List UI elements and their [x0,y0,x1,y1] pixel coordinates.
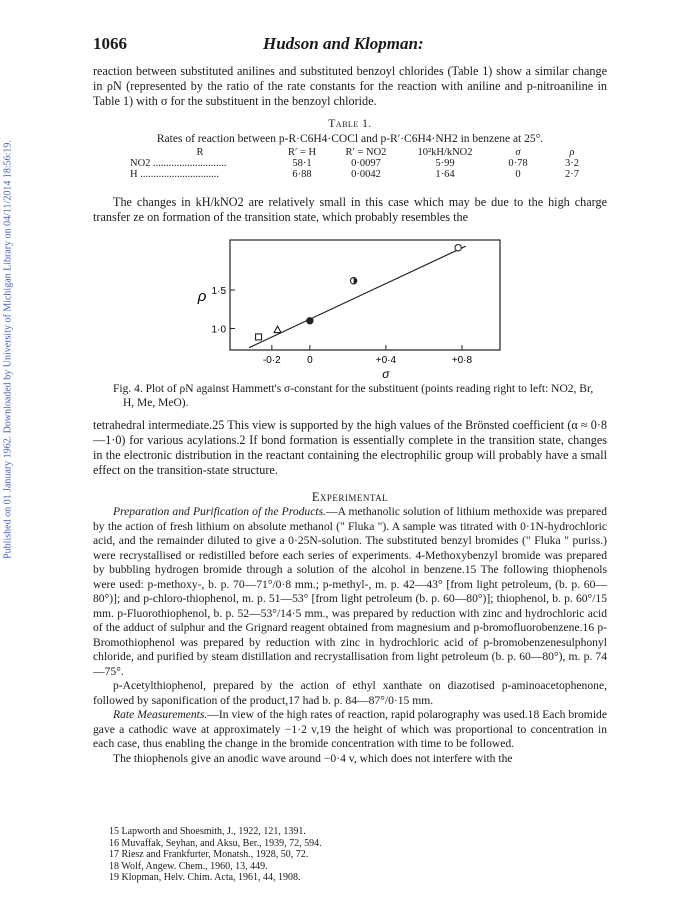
plot-axes [230,240,500,350]
point-open-square [256,334,262,340]
table-cell: 0 [515,169,521,180]
reference-item: 15 Lapworth and Shoesmith, J., 1922, 121, 1391. [109,826,306,837]
x-tick-label: 0 [307,355,313,366]
prep-heading: Preparation and Purification of the Products. [113,505,326,518]
table-row [126,158,596,169]
thiophenol-paragraph: The thiophenols give an anodic wave around −0·4 v, which does not interfere with the [113,751,513,765]
page-header [93,34,607,56]
paragraph-3 [93,418,607,478]
col-header: 10²kH/kNO2 [417,147,473,158]
download-watermark [2,120,14,580]
figure-caption-block [93,382,607,410]
plot-frame [230,240,500,350]
table-cell: 58·1 [292,158,312,169]
x-tick-label: -0·2 [262,355,281,366]
y-axis-label: ρ [197,288,207,305]
col-header: ρ [569,147,575,158]
prep-paragraph [93,505,607,679]
col-header: R [196,147,204,158]
table-label: Table 1. [328,118,372,130]
references [93,826,607,884]
col-header: σ [515,147,521,158]
table-cell: 3·2 [565,158,579,169]
rate-text: —In view of the high rates of reaction, rapid polarography was used.18 Each bromide gave a cathodic wave at approximately −1·2 v,19 the height of which was proportional to concentration in each case, thus enabling the change in the bromide concentration with time to be followed. [93,708,607,750]
reference-item: 16 Muvaffak, Seyhan, and Aksu, Ber., 1939, 72, 594. [109,837,322,849]
point-open-circle [455,244,461,250]
paragraph-2 [93,195,607,225]
table-cell: H .............................. [130,169,219,180]
experimental-heading: Experimental [311,490,389,504]
table-title: Rates of reaction between p-R·C6H4·COCl and p-R′·C6H4·NH2 in benzene at 25°. [156,133,544,145]
page-number: 1066 [93,34,127,53]
x-axis-label: σ [382,367,390,381]
para-2-text: The changes in kH/kNO2 are relatively small in this case which may be due to the high charge transfer ze on formation of the transition state, which probably resembles the [93,195,607,224]
table-cell: 1·64 [435,169,455,180]
plot-ticks [197,286,473,381]
table-header-row [126,147,596,158]
table-cell: 0·78 [508,158,528,169]
table-cell: 0·0042 [351,169,381,180]
running-head: Hudson and Klopman: [263,34,424,53]
rate-heading: Rate Measurements. [113,708,208,721]
y-tick-label: 1·0 [211,324,226,336]
rates-table [126,147,596,180]
table-cell: 0·0097 [351,158,381,169]
x-tick-label: +0·4 [375,355,397,366]
point-open-triangle [274,326,281,332]
reference-item: 17 Riesz and Frankfurter, Monatsh., 1928, 50, 72. [109,849,309,860]
experimental-section [93,490,607,766]
download-note: Published on 01 January 1962. Downloaded by University of Michigan Library on 04/11/2014 18:56:19. [2,140,14,559]
table-cell: 2·7 [565,169,579,180]
table-cell: 5·99 [435,158,455,169]
reference-item: 19 Klopman, Helv. Chim. Acta, 1961, 44, 1908. [109,872,301,883]
point-filled-circle [307,318,313,324]
table-row [126,169,596,180]
para-3-text: tetrahedral intermediate.25 This view is supported by the high values of the Brönsted coefficient (α ≈ 0·8—1·0) for various acylations.2 If bond formation is essentially complete in the transition state, changes in the electronic distribution in the reactant containing the electrophilic group will probably have a small effect on the transition-state structure. [93,418,607,477]
intro-text: reaction between substituted anilines and substituted benzoyl chlorides (Table 1) show a similar change in ρN (represented by the ratio of the rate constants for the reaction with aniline and p-nitroaniline in Table 1) with σ for the substituent in the benzoyl chloride. [93,64,607,108]
intro-paragraph [93,64,607,109]
reference-item: 18 Wolf, Angew. Chem., 1960, 13, 449. [109,860,268,872]
acetyl-paragraph: p-Acetylthiophenol, prepared by the action of ethyl xanthate on diazotised p-aminoacetophenone, followed by saponification of the product,17 had b. p. 84—87°/0·15 mm. [93,679,607,707]
figure-4-plot [180,232,540,382]
prep-text: —A methanolic solution of lithium methoxide was prepared by the action of fresh lithium on absolute methanol (" Fluka "). A sample was titrated with 0·1N-hydrochloric acid, and the remainder diluted to give a 0·25N-solution. The substituted benzyl bromides (" Fluka " puriss.) were recrystallised or redistilled before each series of experiments. 4-Methoxybenzyl bromide was prepared by bubbling hydrogen bromide through a solution of the alcohol in benzene.15 The following thiophenols were used: p-methoxy-, b. p. 70—71°/0·8 mm.; p-methyl-, m. p. 42—43° [from light petroleum, (b. p. 60—80°)]; and p-chloro-thiophenol, m. p. 51—53° [from light petroleum (b. p. 60—80°)]; thiophenol, b. p. 60°/15 mm. p-Fluorothiophenol, b. p. 52—53°/14·5 mm., was prepared by reduction with zinc and hydrochloric acid of the adduct of sulphur and the Grignard reagent obtained from magnesium and p-bromofluorobenzene.16 p-Bromothiophenol was prepared by reduction with zinc in hydrochloric acid of p-bromobenzenesulphonyl chloride, and purified by steam distillation and recrystallisation from light petroleum (b. p. 60—80°), m. p. 74—75°. [93,505,607,678]
rate-paragraph [93,708,607,752]
x-tick-label: +0·8 [451,355,473,366]
col-header: R′ = H [287,147,317,158]
col-header: R′ = NO2 [345,147,387,158]
figure-caption: Fig. 4. Plot of ρN against Hammett's σ-constant for the substituent (points reading right to left: NO2, Br, H, Me, MeO). [113,383,594,409]
table-1 [93,117,607,180]
y-tick-label: 1·5 [211,286,226,297]
table-cell: NO2 ............................ [130,158,227,169]
data-points [256,244,462,339]
table-cell: 6·88 [292,169,312,180]
